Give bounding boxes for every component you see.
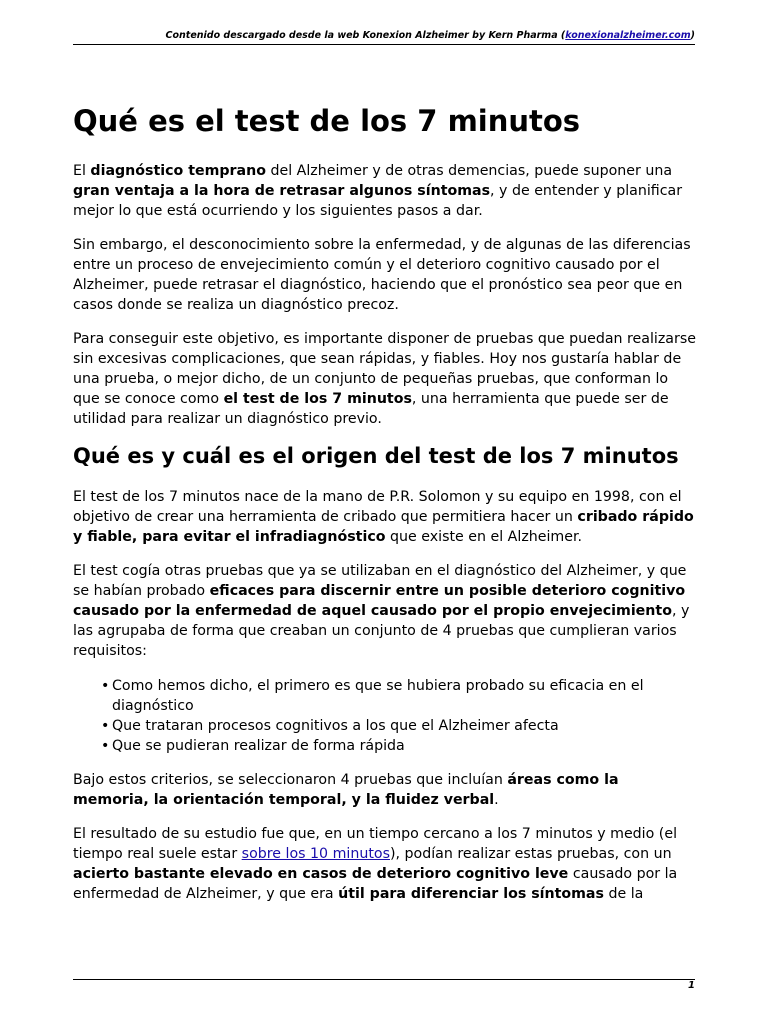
text-run: El <box>73 163 91 179</box>
text-run: Para conseguir este objetivo, es importante disponer de pruebas que puedan realizarse sin excesivas complicaciones, que sean rápidas, y fiables. Hoy nos gustaría hablar de una prueba, o mejor dicho, de un conjunto de pequeñas pruebas, que conforman lo que se conoce como <box>73 331 696 407</box>
text-run: El test de los 7 minutos nace de la mano de P.R. Solomon y su equipo en 1998, con el objetivo de crear una herramienta de cribado que permitiera hacer un <box>73 489 682 525</box>
text-run: . <box>494 792 499 808</box>
text-run: El test cogía otras pruebas que ya se utilizaban en el diagnóstico del Alzheimer, y que se habían probado <box>73 563 687 599</box>
intro-paragraph-3 <box>73 329 699 429</box>
page-header <box>73 29 695 43</box>
list-item <box>101 736 699 756</box>
inline-link[interactable]: sobre los 10 minutos <box>241 846 390 862</box>
bold-run: útil para diferenciar los síntomas <box>338 886 604 902</box>
bold-run: cribado rápido y fiable, para evitar el infradiagnóstico <box>73 509 694 545</box>
bold-run: áreas como la memoria, la orientación temporal, y la fluidez verbal <box>73 772 619 808</box>
requirements-list <box>73 676 699 756</box>
header-link[interactable]: konexionalzheimer.com <box>565 30 691 41</box>
list-item <box>101 716 699 736</box>
text-run: que existe en el Alzheimer. <box>385 529 583 545</box>
list-item-text: Que trataran procesos cognitivos a los que el Alzheimer afecta <box>112 718 559 734</box>
bold-run: acierto bastante elevado en casos de deterioro cognitivo leve <box>73 866 569 882</box>
section-paragraph-3 <box>73 770 699 810</box>
list-item-text: Como hemos dicho, el primero es que se hubiera probado su eficacia en el diagnóstico <box>112 678 644 714</box>
text-run: del Alzheimer y de otras demencias, puede suponer una <box>265 163 673 179</box>
list-item-text: Que se pudieran realizar de forma rápida <box>112 738 405 754</box>
bullet-icon: • <box>101 738 110 754</box>
intro-paragraph-1 <box>73 161 699 221</box>
bullet-icon: • <box>101 718 110 734</box>
text-run: Bajo estos criterios, se seleccionaron 4 pruebas que incluían <box>73 772 508 788</box>
bold-run: eficaces para discernir entre un posible deterioro cognitivo causado por la enfermedad de aquel causado por el propio envejecimiento <box>73 583 686 619</box>
text-run: , y las agrupaba de forma que creaban un conjunto de 4 pruebas que cumplieran varios requisitos: <box>73 603 690 659</box>
intro-paragraph-2: Sin embargo, el desconocimiento sobre la enfermedad, y de algunas de las diferencias entre un proceso de envejecimiento común y el deterioro cognitivo causado por el Alzheimer, puede retrasar el diagnóstico, haciendo que el pronóstico sea peor que en casos donde se realiza un diagnóstico precoz. <box>73 237 691 313</box>
text-run: de la <box>603 886 644 902</box>
text-run: , y de entender y planificar mejor lo que está ocurriendo y los siguientes pasos a dar. <box>73 183 683 219</box>
bold-run: diagnóstico temprano <box>90 163 266 179</box>
text-run: causado por la enfermedad de Alzheimer, y que era <box>73 866 678 902</box>
section-paragraph-4 <box>73 824 699 904</box>
text-run: ), podían realizar estas pruebas, con un <box>389 846 672 862</box>
article-body <box>73 100 699 904</box>
header-text-prefix: Contenido descargado desde la web Konexion Alzheimer by Kern Pharma ( <box>165 30 566 41</box>
text-run: , una herramienta que puede ser de utilidad para realizar un diagnóstico previo. <box>73 391 669 427</box>
page-title: Qué es el test de los 7 minutos <box>73 104 581 138</box>
bullet-icon: • <box>101 678 110 694</box>
text-run: El resultado de su estudio fue que, en un tiempo cercano a los 7 minutos y medio (el tiempo real suele estar <box>73 826 678 862</box>
header-divider <box>73 44 695 45</box>
section-paragraph-2 <box>73 561 699 661</box>
list-item <box>101 676 699 716</box>
header-text-suffix: ) <box>690 30 695 41</box>
bold-run: el test de los 7 minutos <box>223 391 412 407</box>
bold-run: gran ventaja a la hora de retrasar algunos síntomas <box>73 183 491 199</box>
section-paragraph-1 <box>73 487 699 547</box>
page-number: 1 <box>688 980 695 991</box>
section-heading: Qué es y cuál es el origen del test de los 7 minutos <box>73 444 679 468</box>
